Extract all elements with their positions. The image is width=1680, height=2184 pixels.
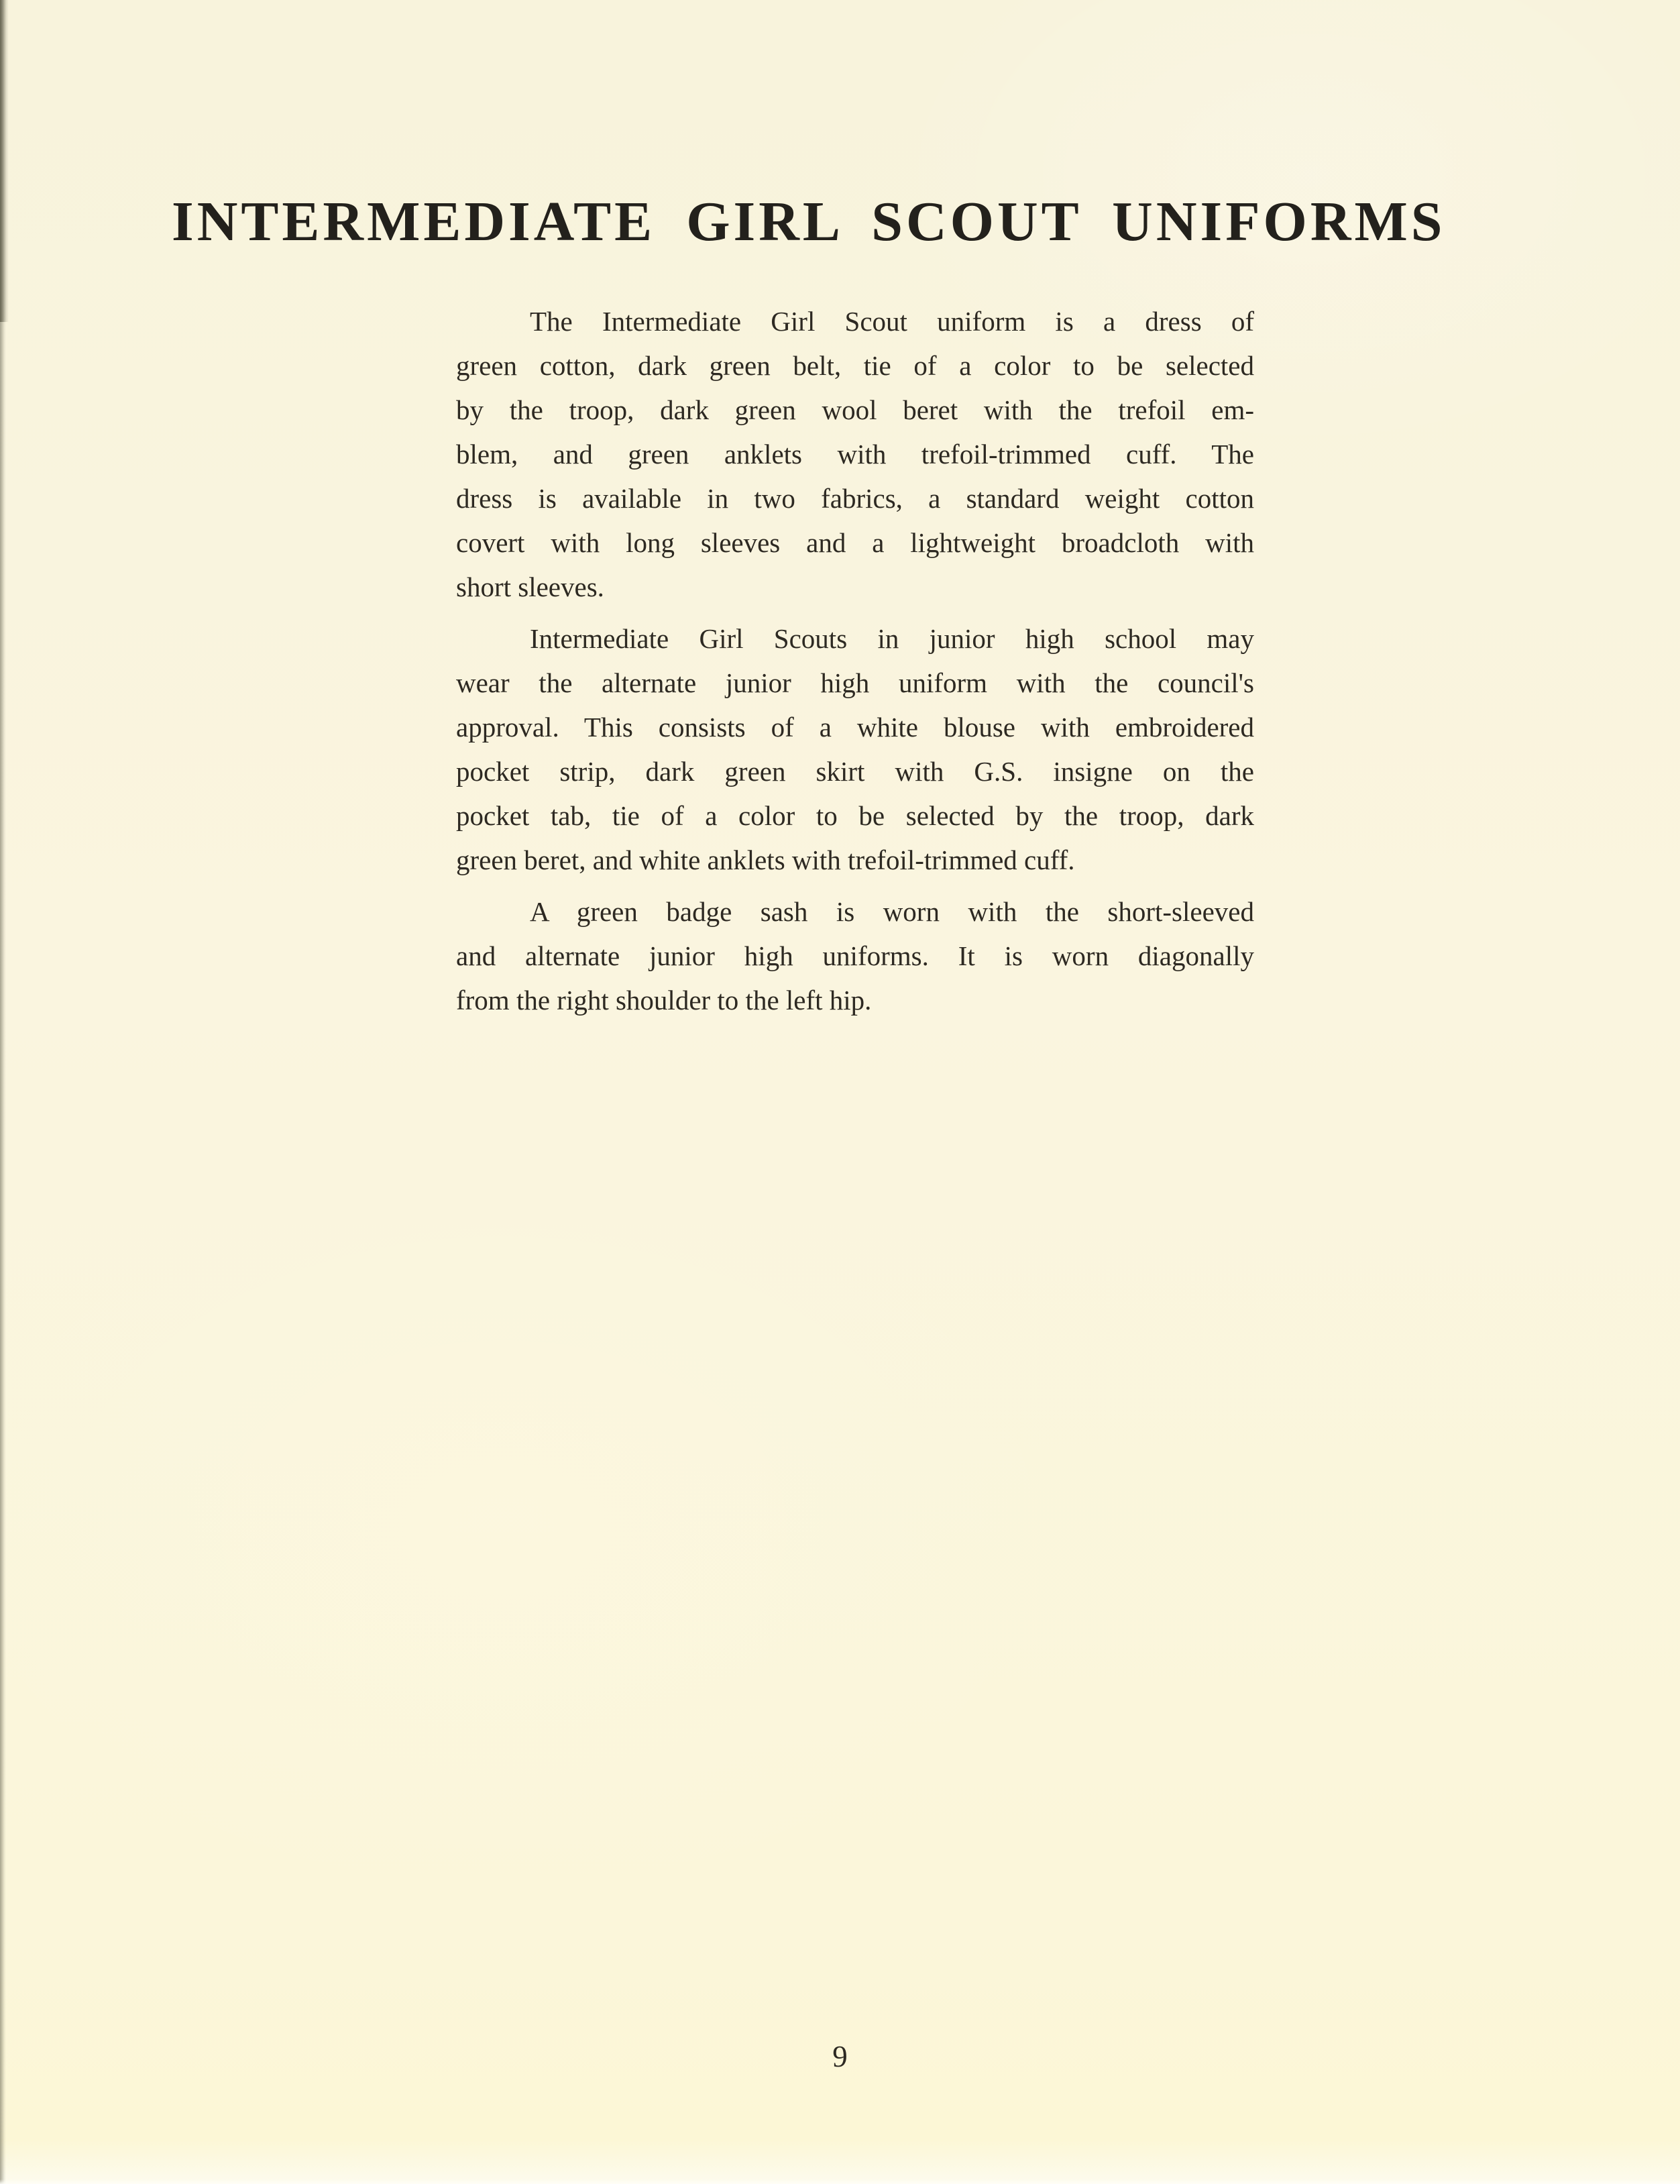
text-line: and alternate junior high uniforms. It is worn diagonally [456,940,1254,971]
body-text [456,299,1254,1022]
text-line: pocket tab, tie of a color to be selected by the troop, dark [456,800,1254,831]
text-line: A green badge sash is worn with the short-sleeved [530,896,1254,927]
text-line: approval. This consists of a white blouse with embroidered [456,712,1254,743]
page-edge-shadow [0,0,6,2184]
page-title: INTERMEDIATE GIRL SCOUT UNIFORMS [172,190,1446,253]
text-line: blem, and green anklets with trefoil-trimmed cuff. The [456,439,1254,470]
page-number: 9 [832,2040,848,2073]
page-edge-highlight [0,2179,1680,2184]
page-edge-shadow-top [0,0,9,322]
text-line: The Intermediate Girl Scout uniform is a dress of [530,306,1254,337]
text-line: by the troop, dark green wool beret with the trefoil em- [456,394,1254,425]
paragraph [456,299,1254,609]
text-line: dress is available in two fabrics, a standard weight cotton [456,483,1254,514]
text-line: wear the alternate junior high uniform with the council's [456,667,1254,698]
paragraph [456,889,1254,1022]
text-line: green cotton, dark green belt, tie of a color to be selected [456,350,1254,381]
text-line: pocket strip, dark green skirt with G.S. insigne on the [456,756,1254,787]
text-line: covert with long sleeves and a lightweight broadcloth with [456,527,1254,558]
text-line: from the right shoulder to the left hip. [456,985,872,1016]
text-line: short sleeves. [456,571,604,602]
text-line: green beret, and white anklets with trefoil-trimmed cuff. [456,844,1075,875]
text-line: Intermediate Girl Scouts in junior high school may [530,623,1254,654]
paragraph [456,616,1254,882]
